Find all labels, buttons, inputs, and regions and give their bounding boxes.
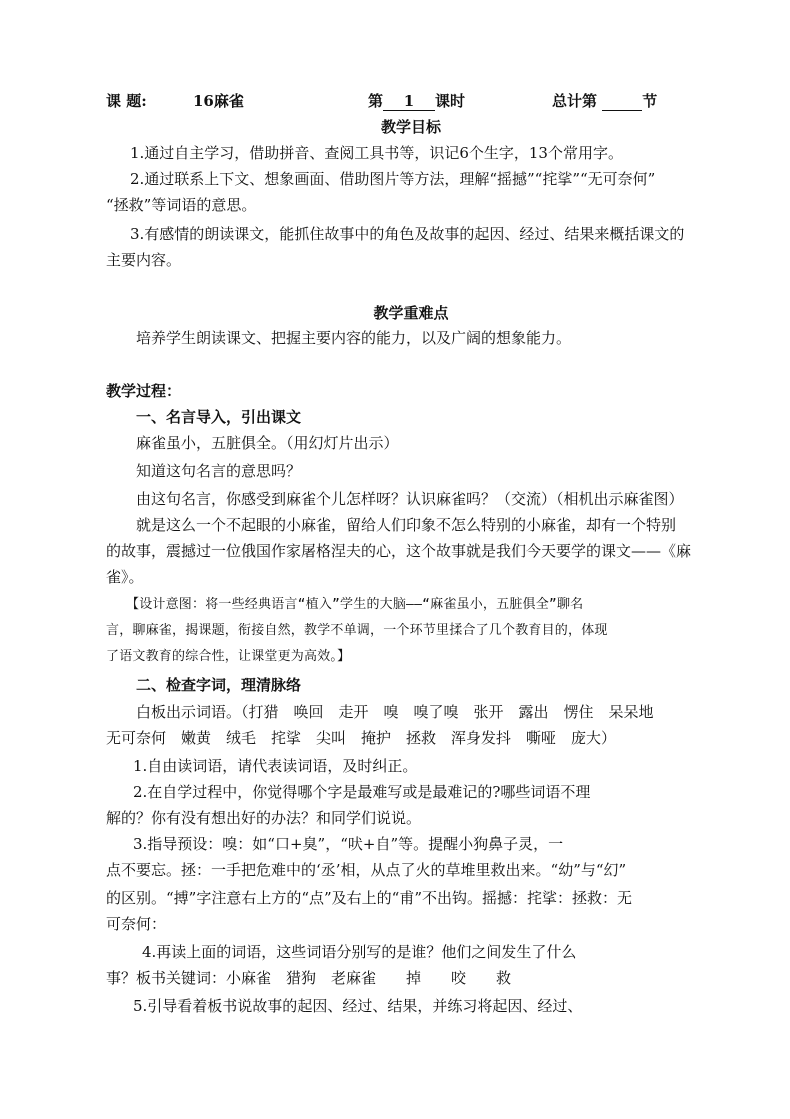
objective-3-cont: 主要内容。 <box>106 251 182 269</box>
section2-line-5: 解的？你有没有想出好的办法？和同学们说说。 <box>106 809 422 827</box>
total-number <box>602 92 642 111</box>
objective-3: 3.有感情的朗读课文，能抓住故事中的角色及故事的起因、经过、结果来概括课文的 <box>130 225 685 243</box>
total-count <box>552 90 657 111</box>
section1-line-2: 知道这句名言的意思吗？ <box>136 462 302 480</box>
section2-line-12: 5.引导看着板书说故事的起因、经过、结果，并练习将起因、经过、 <box>133 997 583 1015</box>
lesson-count <box>368 90 465 111</box>
section1-line-1: 麻雀虽小，五脏俱全。（用幻灯片出示） <box>136 434 399 452</box>
topic-value: 16麻雀 <box>193 92 244 110</box>
section2-line-1: 白板出示词语。（打猎 唤回 走开 嗅 嗅了嗅 张开 露出 愣住 呆呆地 <box>136 703 654 721</box>
header-row <box>0 90 790 112</box>
topic-label: 课 题: <box>106 92 147 110</box>
objective-2-cont: “拯救”等词语的意思。 <box>106 196 257 214</box>
lesson-number: 1 <box>383 92 435 111</box>
difficulty-text: 培养学生朗读课文、把握主要内容的能力，以及广阔的想象能力。 <box>136 329 572 347</box>
lesson-suffix: 课时 <box>435 92 466 110</box>
section2-line-10: 4.再读上面的词语，这些词语分别写的是谁？他们之间发生了什么 <box>142 943 577 961</box>
objectives-title: 教学目标 <box>380 118 441 136</box>
section2-heading: 二、检查字词，理清脉络 <box>136 676 302 694</box>
objective-2: 2.通过联系上下文、想象画面、借助图片等方法，理解“摇撼”“挓挲”“无可奈何” <box>130 170 656 188</box>
design-note-line-2: 言，聊麻雀，揭课题，衔接自然，教学不单调，一个环节里揉合了几个教育目的，体现 <box>106 623 608 638</box>
design-note-line-1: 【设计意图：将一些经典语言“植入”学生的大脑——“麻雀虽小，五脏俱全”聊名 <box>126 597 584 612</box>
section1-heading: 一、名言导入，引出课文 <box>136 408 302 426</box>
section1-line-5: 的故事，震撼过一位俄国作家屠格涅夫的心，这个故事就是我们今天要学的课文——《麻 <box>106 542 692 560</box>
section2-line-8: 的区别。“搏”字注意右上方的“点”及右上的“甫”不出钩。摇撼：挓挲：拯救：无 <box>106 889 633 907</box>
section2-line-3: 1.自由读词语，请代表读词语，及时纠正。 <box>133 757 418 775</box>
section2-line-9: 可奈何： <box>106 915 167 933</box>
section2-line-11: 事？板书关键词：小麻雀 猎狗 老麻雀 掉 咬 救 <box>106 969 512 987</box>
process-title: 教学过程： <box>106 382 182 400</box>
section2-line-4: 2.在自学过程中，你觉得哪个字是最难写或是最难记的?哪些词语不理 <box>133 783 591 801</box>
section2-line-7: 点不要忘。拯：一手把危难中的‘丞’相，从点了火的草堆里救出来。“幼”与“幻” <box>106 861 627 879</box>
objective-1: 1.通过自主学习，借助拼音、查阅工具书等，识记6个生字，13个常用字。 <box>130 144 623 162</box>
section1-line-3: 由这句名言，你感受到麻雀个儿怎样呀？认识麻雀吗？（交流）（相机出示麻雀图） <box>136 490 684 508</box>
design-note-line-3: 了语文教育的综合性，让课堂更为高效。】 <box>106 649 351 664</box>
total-prefix: 总计第 <box>552 92 598 110</box>
section2-line-2: 无可奈何 嫩黄 绒毛 挓挲 尖叫 掩护 拯救 浑身发抖 嘶哑 庞大） <box>106 729 617 747</box>
lesson-prefix: 第 <box>368 92 384 110</box>
total-suffix: 节 <box>642 92 658 110</box>
section1-line-4: 就是这么一个不起眼的小麻雀，留给人们印象不怎么特别的小麻雀，却有一个特别 <box>136 516 677 534</box>
difficulty-title: 教学重难点 <box>373 304 449 322</box>
section2-line-6: 3.指导预设：嗅：如“口+臭”，“吠+自”等。提醒小狗鼻子灵，一 <box>133 835 564 853</box>
section1-line-6: 雀》。 <box>106 568 144 586</box>
